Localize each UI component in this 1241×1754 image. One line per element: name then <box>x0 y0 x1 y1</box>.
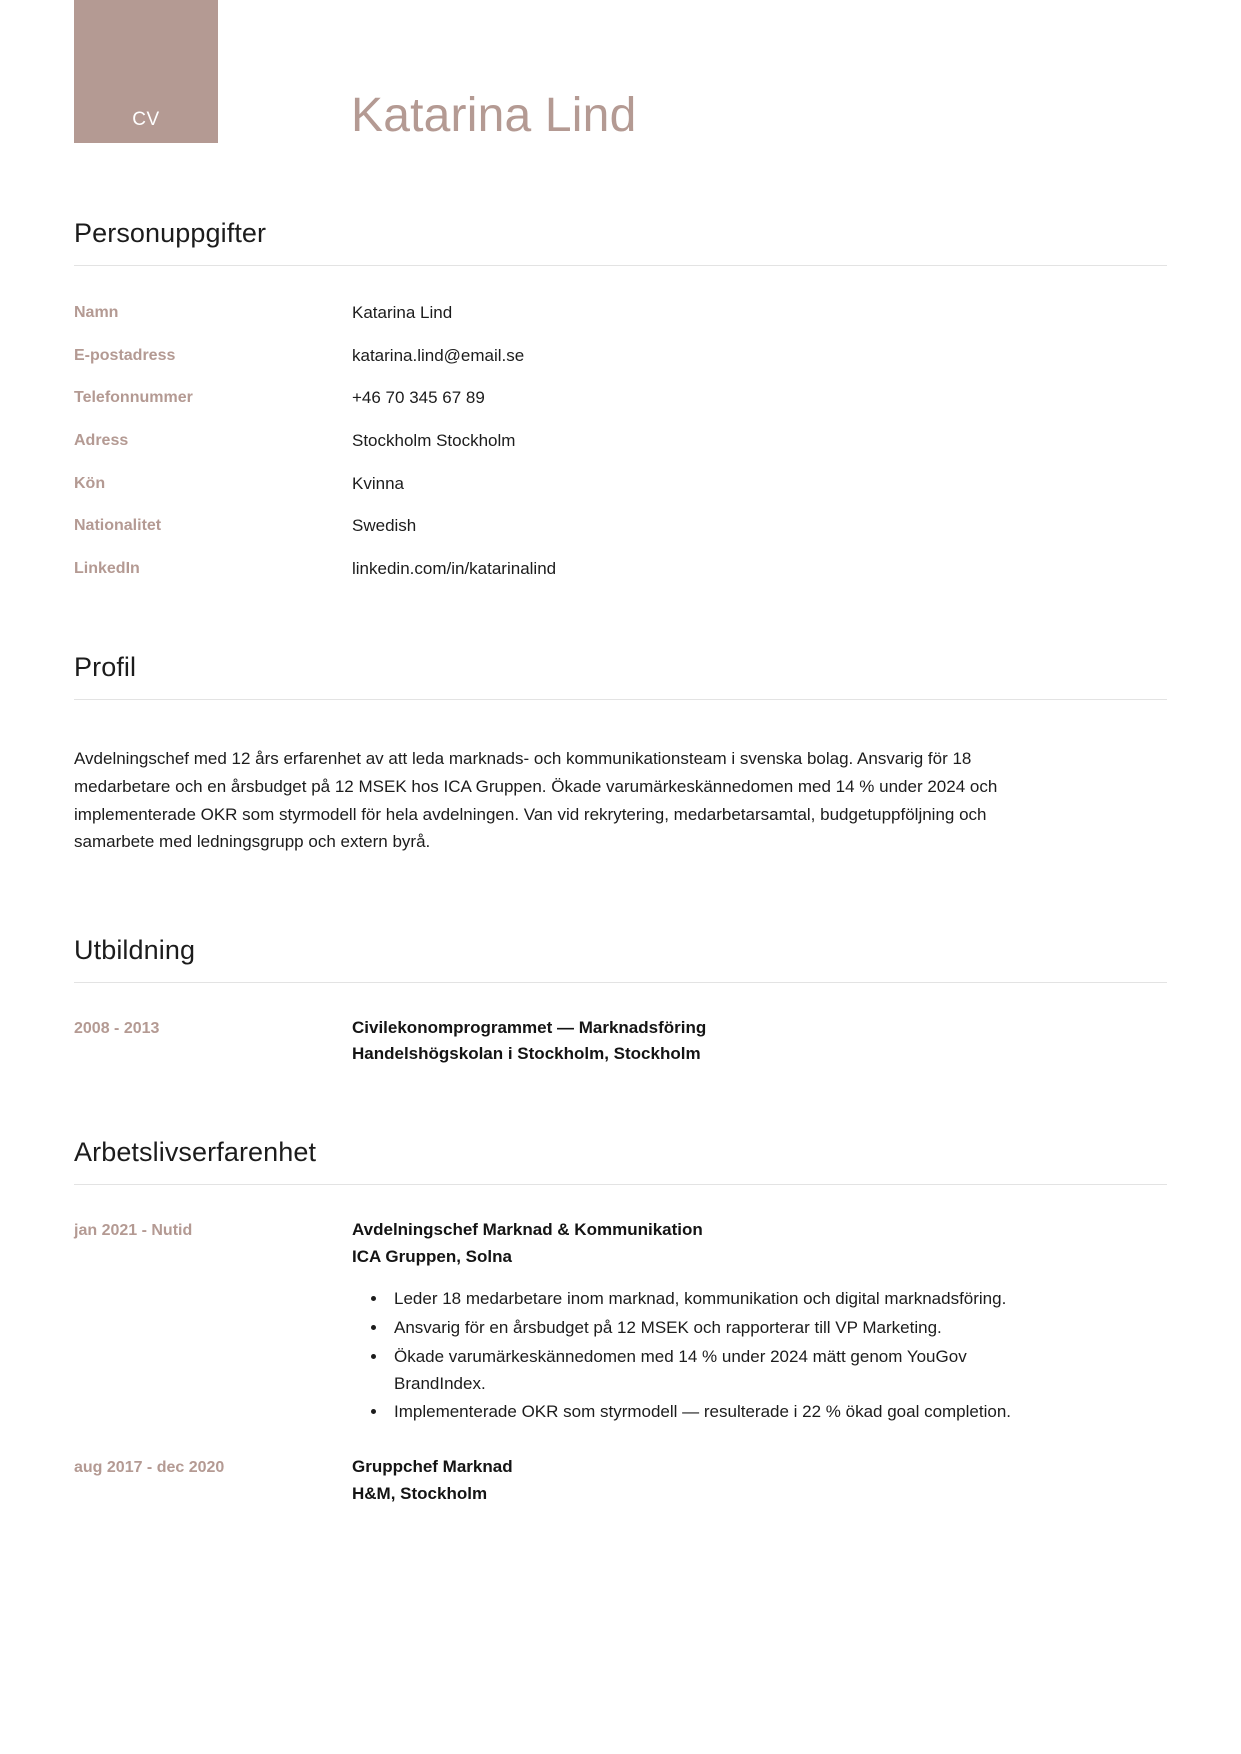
detail-value-namn: Katarina Lind <box>352 303 453 322</box>
detail-label-phone: Telefonnummer <box>74 389 193 407</box>
cv-header <box>0 0 1241 190</box>
work-entry-company: ICA Gruppen, Solna <box>352 1246 512 1266</box>
section-divider <box>74 699 1167 700</box>
work-entry-title: Avdelningschef Marknad & Kommunikation <box>352 1220 703 1240</box>
section-education <box>74 873 1167 1072</box>
work-entry-list <box>74 1185 1167 1511</box>
detail-row <box>74 463 1167 506</box>
detail-row <box>74 377 1167 420</box>
cv-badge-label: CV <box>132 109 160 130</box>
work-entry-company: H&M, Stockholm <box>352 1483 488 1503</box>
detail-value-gender: Kvinna <box>352 473 404 493</box>
detail-value-linkedin: linkedin.com/in/katarinalind <box>352 558 557 578</box>
detail-label-address: Adress <box>74 431 129 449</box>
education-entry <box>74 1005 1167 1072</box>
detail-label-namn: Namn <box>74 304 119 321</box>
work-entry-body <box>352 1454 1052 1507</box>
cv-content <box>0 190 1241 1571</box>
work-entry-bullet: • Ansvarig för en årsbudget på 12 MSEK och rapporterar till VP Marketing. <box>388 1315 1052 1342</box>
education-entry-institution: Handelshögskolan i Stockholm, Stockholm <box>352 1043 701 1063</box>
detail-row <box>74 505 1167 548</box>
detail-row <box>74 548 1167 591</box>
detail-value-address: Stockholm Stockholm <box>352 430 516 450</box>
profile-summary-text: Avdelningschef med 12 års erfarenhet av att leda marknads- och kommunikationsteam i svenska bolag. Ansvarig för 18 medarbetare och en årsbudget på 12 MSEK hos ICA Gruppen. Ökade varumärkeskännedomen med 14 % under 2024 och implementerade OKR som styrmodell för hela avdelningen. Van vid rekrytering, medarbetarsamtal, budgetuppföljning och samarbete med ledningsgrupp och extern byrå. <box>74 749 998 852</box>
work-entry-date: jan 2021 - Nutid <box>74 1222 193 1240</box>
education-entry-title: Civilekonomprogrammet — Marknadsföring <box>352 1017 707 1037</box>
work-entry-bullet: • Leder 18 medarbetare inom marknad, kommunikation och digital marknadsföring. <box>388 1286 1052 1313</box>
detail-row <box>74 420 1167 463</box>
education-entry-body <box>352 1015 1052 1068</box>
education-entry-date: 2008 - 2013 <box>74 1019 160 1037</box>
section-title-work: Arbetslivserfarenhet <box>74 1137 317 1168</box>
personal-details-list <box>74 266 1167 590</box>
work-entry-bullets <box>352 1286 1052 1426</box>
detail-row <box>74 335 1167 378</box>
section-title-personal: Personuppgifter <box>74 218 267 248</box>
section-personal-details <box>74 190 1167 590</box>
work-entry <box>74 1432 1167 1511</box>
detail-label-gender: Kön <box>74 474 106 492</box>
detail-label-linkedin: LinkedIn <box>74 559 140 577</box>
page-title: Katarina Lind <box>351 89 637 142</box>
work-entry-body <box>352 1217 1052 1428</box>
section-title-education: Utbildning <box>74 934 196 965</box>
work-entry-date: aug 2017 - dec 2020 <box>74 1459 225 1477</box>
detail-label-email: E-postadress <box>74 346 176 364</box>
section-work-experience <box>74 1071 1167 1511</box>
work-entry-title: Gruppchef Marknad <box>352 1457 513 1477</box>
detail-label-nationality: Nationalitet <box>74 517 162 535</box>
work-entry-bullet: • Implementerade OKR som styrmodell — resulterade i 22 % ökad goal completion. <box>388 1399 1052 1426</box>
education-entry-list <box>74 983 1167 1072</box>
detail-value-phone: +46 70 345 67 89 <box>352 388 485 408</box>
work-entry <box>74 1207 1167 1432</box>
cv-badge <box>74 0 218 143</box>
work-entry-bullet: • Ökade varumärkeskännedomen med 14 % under 2024 mätt genom YouGov BrandIndex. <box>388 1344 1052 1398</box>
detail-value-email: katarina.lind@email.se <box>352 345 525 365</box>
section-profile <box>74 590 1167 855</box>
detail-value-nationality: Swedish <box>352 516 417 536</box>
detail-row <box>74 292 1167 335</box>
section-title-profile: Profil <box>74 652 137 683</box>
